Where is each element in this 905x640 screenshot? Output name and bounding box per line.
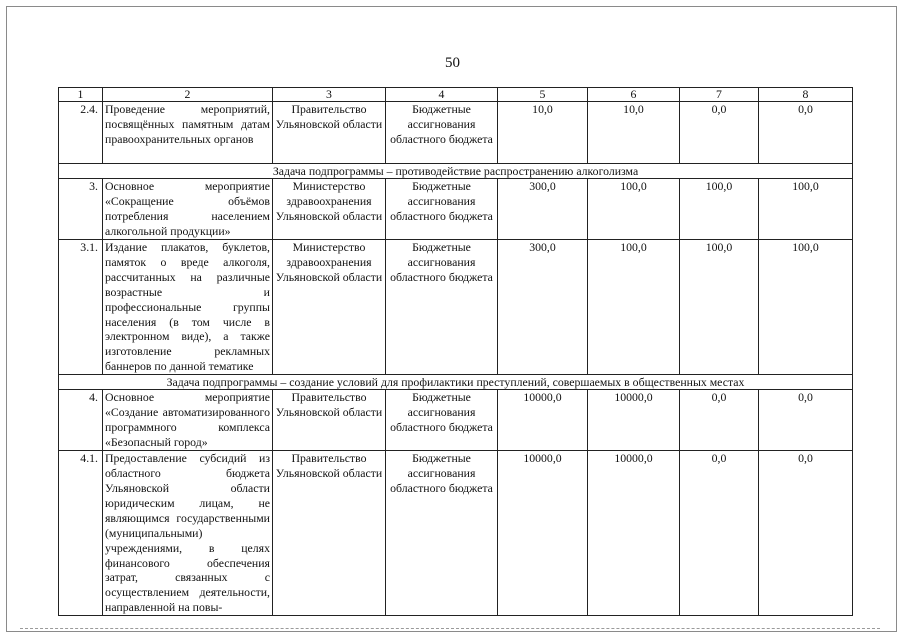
value-total: 10000,0 [498, 390, 588, 451]
activity-name: Проведение мероприятий, посвящённых памятным датам правоохранительных органов [103, 102, 273, 164]
row-number: 4.1. [59, 451, 103, 616]
value-year-3: 100,0 [759, 240, 853, 375]
value-year-2: 100,0 [680, 240, 759, 375]
column-header: 7 [680, 88, 759, 102]
section-row [59, 164, 853, 179]
funding-source: Бюджетные ассигнования областного бюджета [386, 179, 498, 240]
column-header: 1 [59, 88, 103, 102]
value-year-2: 0,0 [680, 102, 759, 164]
value-year-2: 0,0 [680, 451, 759, 616]
value-total: 300,0 [498, 179, 588, 240]
table-row [59, 240, 853, 375]
value-year-1: 100,0 [588, 240, 680, 375]
value-year-1: 10000,0 [588, 451, 680, 616]
value-year-3: 0,0 [759, 451, 853, 616]
activity-name: Основное мероприятие «Сокращение объёмов потребления населением алкогольной продукции» [103, 179, 273, 240]
funding-source: Бюджетные ассигнования областного бюджета [386, 390, 498, 451]
executor: Министерство здравоохранения Ульяновской области [273, 179, 386, 240]
column-header: 5 [498, 88, 588, 102]
value-year-1: 100,0 [588, 179, 680, 240]
row-number: 2.4. [59, 102, 103, 164]
row-number: 3. [59, 179, 103, 240]
activity-name: Издание плакатов, буклетов, памяток о вреде алкоголя, рассчитанных на различные возрастные и профессиональные группы населения (в том числе в электронном виде), а также изготовление рекламных баннеров по данной тематике [103, 240, 273, 375]
budget-table [58, 87, 853, 616]
column-header: 4 [386, 88, 498, 102]
header-row [59, 88, 853, 102]
funding-source: Бюджетные ассигнования областного бюджета [386, 451, 498, 616]
activity-name: Предоставление субсидий из областного бюджета Ульяновской области юридическим лицам, не являющимся государственными (муниципальными) учреждениями, в целях финансового обеспечения затрат, связанных с осуществлением деятельности, направленной на повы- [103, 451, 273, 616]
section-title: Задача подпрограммы – создание условий для профилактики преступлений, совершаемых в общественных местах [59, 375, 853, 390]
page-number: 50 [445, 55, 460, 71]
row-number: 4. [59, 390, 103, 451]
column-header: 2 [103, 88, 273, 102]
section-row [59, 375, 853, 390]
value-year-1: 10,0 [588, 102, 680, 164]
table-row [59, 102, 853, 164]
value-year-3: 0,0 [759, 390, 853, 451]
value-total: 10000,0 [498, 451, 588, 616]
funding-source: Бюджетные ассигнования областного бюджета [386, 240, 498, 375]
value-year-3: 100,0 [759, 179, 853, 240]
executor: Правительство Ульяновской области [273, 390, 386, 451]
row-number: 3.1. [59, 240, 103, 375]
scan-bottom-edge [20, 628, 880, 629]
table-row [59, 179, 853, 240]
value-year-2: 100,0 [680, 179, 759, 240]
table-body [59, 88, 853, 616]
executor: Правительство Ульяновской области [273, 102, 386, 164]
value-year-2: 0,0 [680, 390, 759, 451]
value-year-1: 10000,0 [588, 390, 680, 451]
activity-name: Основное мероприятие «Создание автоматизированного программного комплекса «Безопасный город» [103, 390, 273, 451]
table-row [59, 451, 853, 616]
section-title: Задача подпрограммы – противодействие распространению алкоголизма [59, 164, 853, 179]
value-year-3: 0,0 [759, 102, 853, 164]
funding-source: Бюджетные ассигнования областного бюджета [386, 102, 498, 164]
column-header: 3 [273, 88, 386, 102]
value-total: 300,0 [498, 240, 588, 375]
value-total: 10,0 [498, 102, 588, 164]
column-header: 8 [759, 88, 853, 102]
column-header: 6 [588, 88, 680, 102]
table-row [59, 390, 853, 451]
executor: Министерство здравоохранения Ульяновской области [273, 240, 386, 375]
executor: Правительство Ульяновской области [273, 451, 386, 616]
